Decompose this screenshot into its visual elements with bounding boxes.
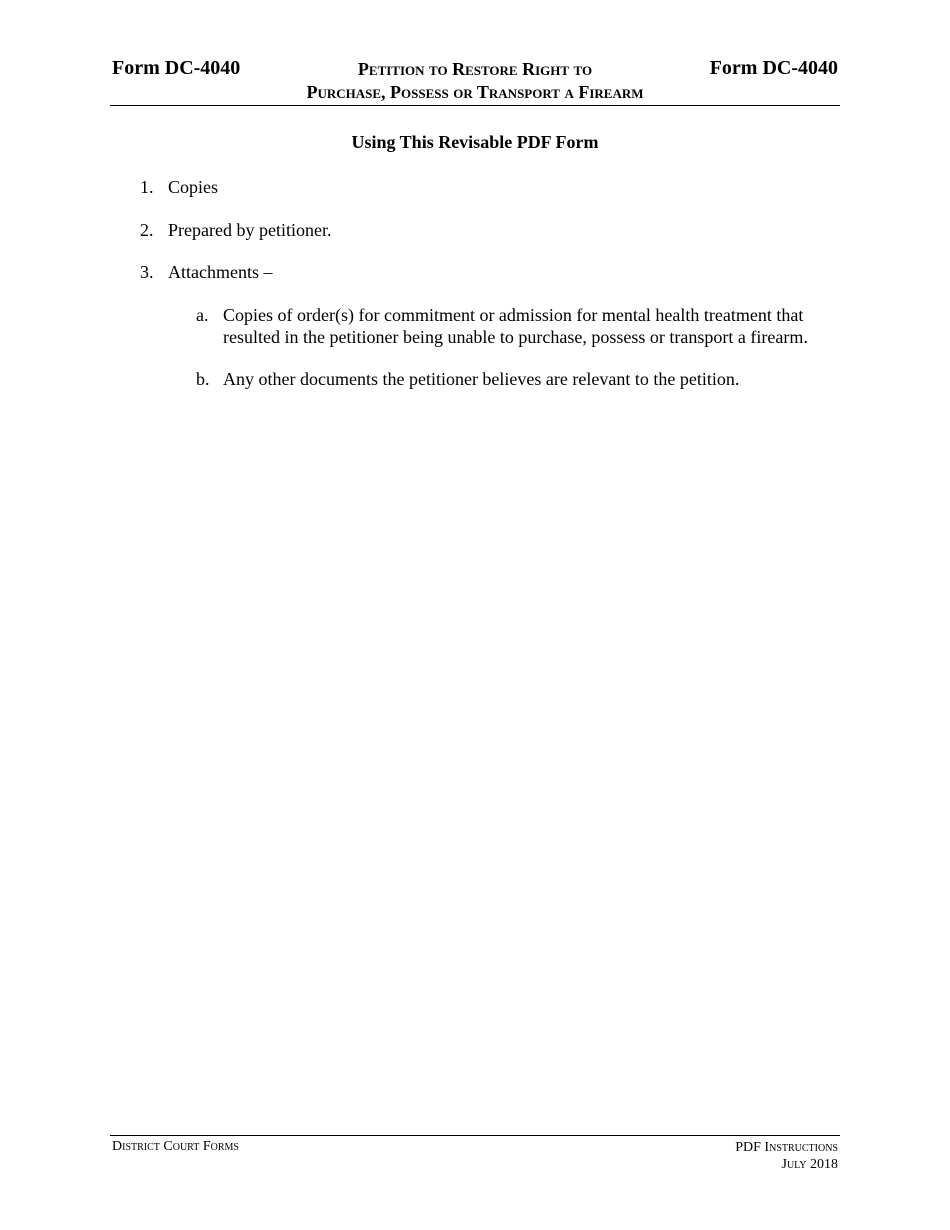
page-header (110, 55, 840, 106)
sub-item-letter: b. (196, 369, 210, 389)
footer-date: July 2018 (781, 1157, 838, 1172)
list-item-3 (140, 261, 840, 283)
footer-court-forms: District Court Forms (112, 1139, 239, 1154)
section-heading: Using This Revisable PDF Form (351, 132, 599, 152)
footer-instructions-label: PDF Instructions (735, 1140, 838, 1155)
list-item-number: 1. (140, 177, 154, 197)
list-item-text: Attachments – (168, 262, 273, 282)
sub-item-b (196, 368, 840, 390)
list-item-1 (140, 176, 840, 198)
list-item-text: Prepared by petitioner. (168, 220, 332, 240)
footer-instructions (735, 1139, 838, 1173)
sub-item-letter: a. (196, 305, 209, 325)
sub-item-text (223, 304, 808, 348)
form-title-line-2: Purchase, Possess or Transport a Firearm (306, 82, 644, 102)
sub-item-text-line-2: resulted in the petitioner being unable to purchase, possess or transport a firearm. (223, 327, 808, 347)
form-title-line-1: Petition to Restore Right to (357, 59, 593, 79)
list-item-number: 3. (140, 262, 154, 282)
page-footer (110, 1135, 840, 1172)
list-item-number: 2. (140, 220, 154, 240)
form-number-right: Form DC-4040 (709, 57, 838, 79)
list-item-text: Copies (168, 177, 219, 197)
list-item-2 (140, 219, 840, 241)
sub-item-a (196, 304, 840, 348)
sub-item-text: Any other documents the petitioner believes are relevant to the petition. (223, 369, 740, 389)
form-number-left: Form DC-4040 (112, 57, 241, 79)
form-title (260, 58, 690, 104)
sub-item-text-line-1: Copies of order(s) for commitment or admission for mental health treatment that (223, 305, 804, 325)
